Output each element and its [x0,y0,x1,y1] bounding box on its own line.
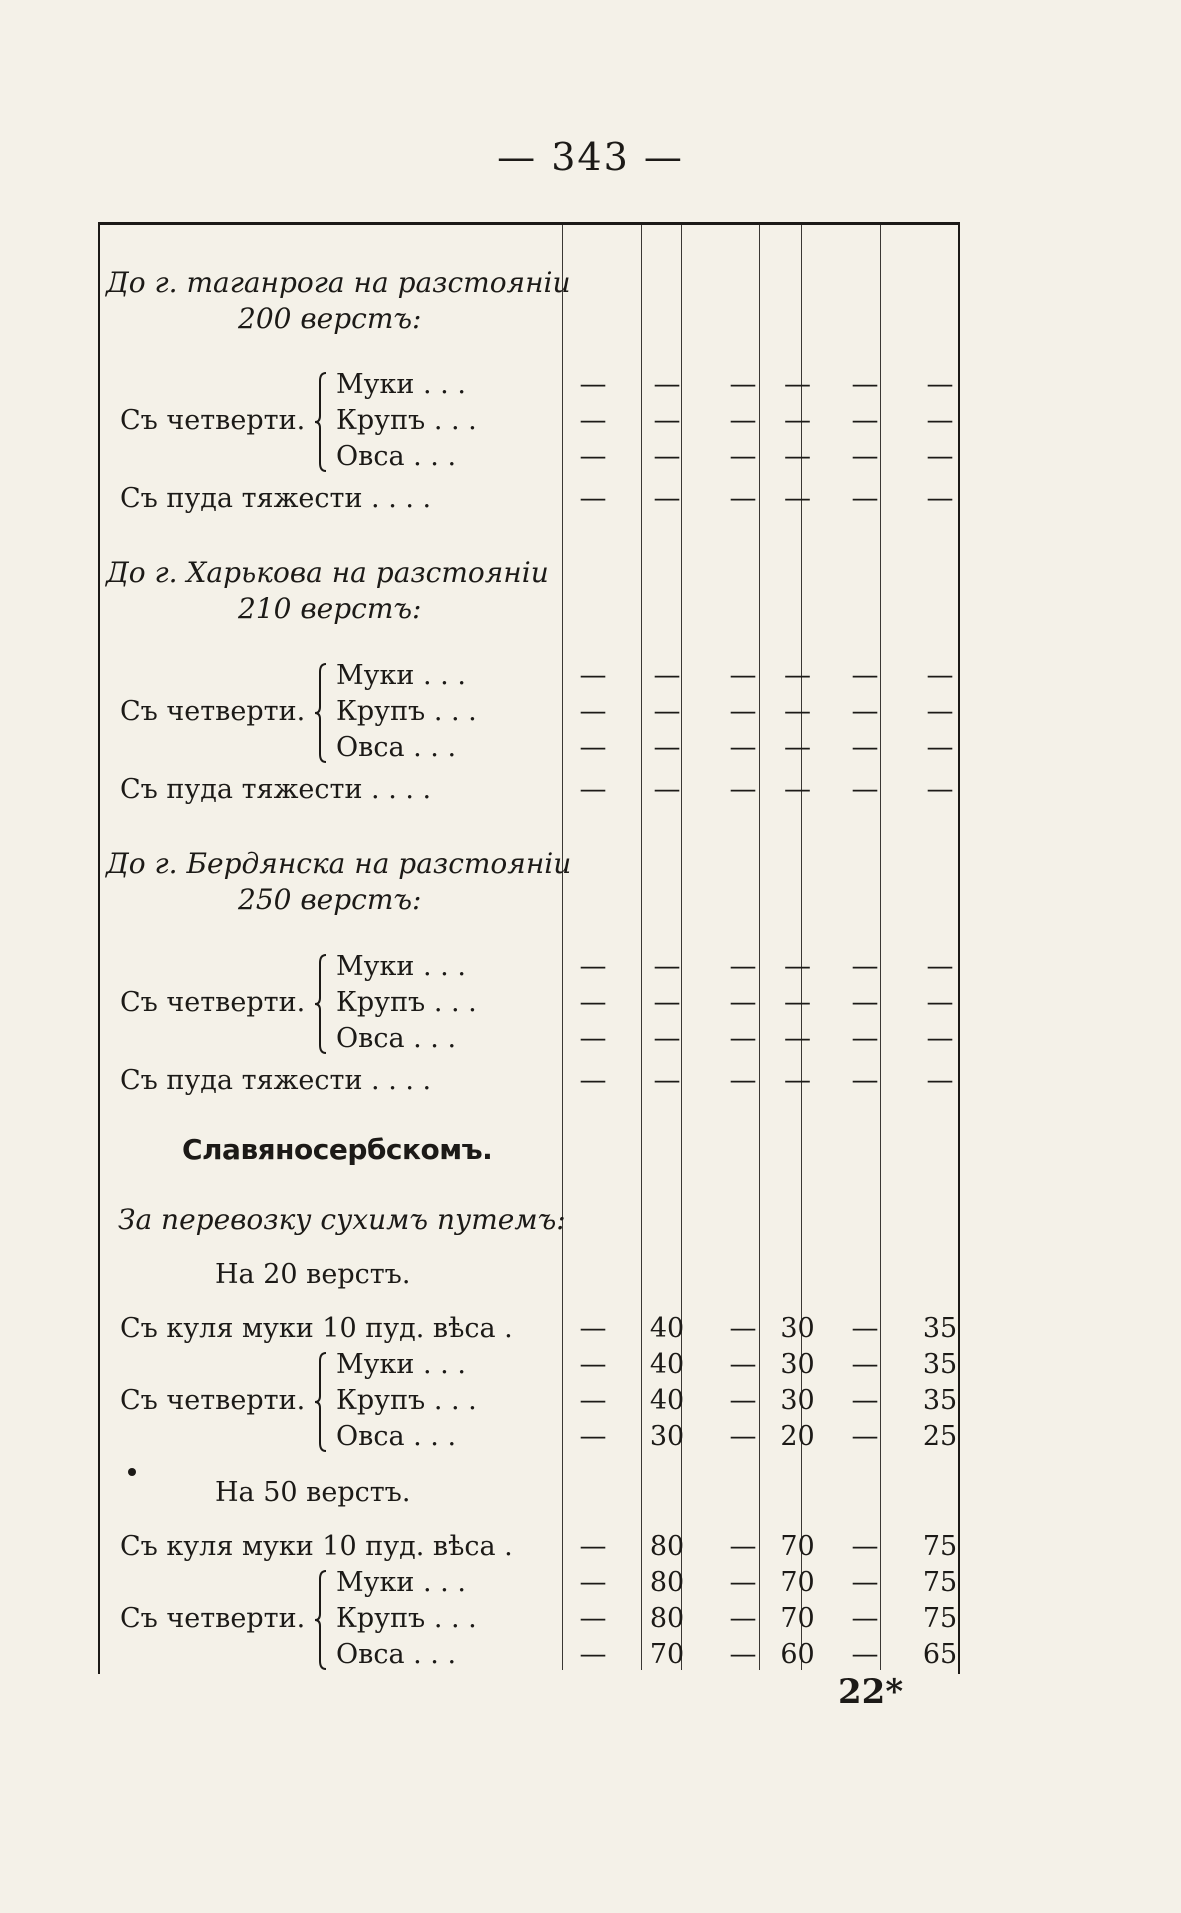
value-cell: — [729,660,757,691]
item-label: Овса . . . [336,1023,457,1054]
value-cell: — [579,660,607,691]
value-cell: 75 [922,1567,958,1598]
value-cell: — [784,660,811,691]
item-label: Крупъ . . . [336,987,477,1018]
table-row [100,1529,958,1565]
table-row [100,367,958,403]
value-cell: 20 [780,1421,815,1452]
value-cell: — [579,483,607,514]
value-cell: — [851,1567,879,1598]
value-cell: — [579,1531,607,1562]
value-cell: — [784,1065,811,1096]
value-cell: — [579,987,607,1018]
table-top-rule [98,222,960,225]
value-cell: — [784,483,811,514]
value-cell: — [729,732,757,763]
value-cell: — [851,1023,879,1054]
table-row [100,1347,958,1383]
value-cell: — [579,1567,607,1598]
value-cell: — [926,405,954,436]
value-cell: — [784,696,811,727]
value-cell: 40 [649,1385,685,1416]
table-row [100,1601,958,1637]
table-row [100,1419,958,1455]
value-cell: 80 [649,1603,685,1634]
table-row [100,949,958,985]
value-cell: — [729,987,757,1018]
value-cell: — [653,1023,681,1054]
value-cell: — [926,774,954,805]
value-cell: — [729,1567,757,1598]
value-cell: 30 [780,1349,815,1380]
value-cell: — [729,1065,757,1096]
value-cell: — [851,1421,879,1452]
value-cell: 35 [922,1385,958,1416]
value-cell: — [653,696,681,727]
value-cell: — [926,483,954,514]
value-cell: — [926,987,954,1018]
value-cell: — [653,987,681,1018]
value-cell: — [729,405,757,436]
value-cell: 65 [922,1639,958,1670]
table-row [100,694,958,730]
table-row [100,730,958,766]
item-label: Крупъ . . . [336,1385,477,1416]
table-row [100,481,958,517]
value-cell: 80 [649,1567,685,1598]
value-cell: — [851,951,879,982]
value-cell: — [653,441,681,472]
table-row [100,985,958,1021]
value-cell: — [653,369,681,400]
value-cell: — [851,732,879,763]
value-cell: — [851,696,879,727]
table-row [100,1383,958,1419]
value-cell: — [851,1349,879,1380]
value-cell: — [851,774,879,805]
value-cell: — [579,1349,607,1380]
value-cell: — [653,951,681,982]
value-cell: — [579,1023,607,1054]
value-cell: — [784,369,811,400]
distance-heading: На 20 верстъ. [215,1259,411,1290]
item-label: Овса . . . [336,1639,457,1670]
value-cell: 80 [649,1531,685,1562]
value-cell: — [851,369,879,400]
item-label: Муки . . . [336,951,466,982]
item-label: Муки . . . [336,1567,466,1598]
value-cell: — [579,1421,607,1452]
distance-heading: На 50 верстъ. [215,1477,411,1508]
value-cell: — [579,732,607,763]
value-cell: 25 [922,1421,958,1452]
value-cell: — [784,1023,811,1054]
section-heading: До г. Бердянска на разстояніи [106,847,572,880]
item-label: Крупъ . . . [336,1603,477,1634]
value-cell: — [653,483,681,514]
value-cell: 35 [922,1313,958,1344]
section-heading-distance: 210 верстъ: [238,592,422,625]
value-cell: — [851,441,879,472]
value-cell: — [653,1065,681,1096]
value-cell: — [784,732,811,763]
value-cell: — [653,405,681,436]
value-cell: 30 [780,1385,815,1416]
value-cell: — [653,732,681,763]
value-cell: — [851,405,879,436]
value-cell: 40 [649,1349,685,1380]
page-number: — 343 — [497,135,684,179]
table-row [100,403,958,439]
value-cell: 75 [922,1603,958,1634]
value-cell: — [926,696,954,727]
value-cell: — [729,951,757,982]
value-cell: — [851,660,879,691]
value-cell: 70 [780,1567,815,1598]
value-cell: — [851,987,879,1018]
item-label: Овса . . . [336,441,457,472]
group-label: Съ четверти. [120,1385,306,1416]
table-row [100,1311,958,1347]
table-row [100,1063,958,1099]
value-cell: 35 [922,1349,958,1380]
value-cell: 75 [922,1531,958,1562]
value-cell: — [729,483,757,514]
row-label: Съ пуда тяжести . . . . [120,483,432,514]
value-cell: — [926,441,954,472]
value-cell: 30 [649,1421,685,1452]
item-label: Крупъ . . . [336,696,477,727]
table-row [100,772,958,808]
value-cell: — [653,660,681,691]
value-cell: — [851,483,879,514]
item-label: Овса . . . [336,1421,457,1452]
section-heading: До г. таганрога на разстояніи [106,266,571,299]
value-cell: — [729,696,757,727]
value-cell: — [729,369,757,400]
row-label: Съ куля муки 10 пуд. вѣса . [120,1531,513,1562]
section-heading: До г. Харькова на разстояніи [106,556,549,589]
table-row [100,658,958,694]
value-cell: — [729,1603,757,1634]
group-label: Съ четверти. [120,987,306,1018]
value-cell: 70 [780,1531,815,1562]
value-cell: — [851,1313,879,1344]
value-cell: — [579,441,607,472]
value-cell: 70 [649,1639,685,1670]
row-label: Съ пуда тяжести . . . . [120,1065,432,1096]
value-cell: — [784,405,811,436]
value-cell: — [579,369,607,400]
value-cell: — [579,696,607,727]
table-row [100,1021,958,1057]
value-cell: — [729,441,757,472]
value-cell: — [579,774,607,805]
value-cell: — [851,1531,879,1562]
value-cell: — [729,1421,757,1452]
value-cell: — [926,951,954,982]
value-cell: 30 [780,1313,815,1344]
value-cell: — [851,1639,879,1670]
group-label: Съ четверти. [120,405,306,436]
section-heading-distance: 250 верстъ: [238,883,422,916]
value-cell: — [579,405,607,436]
value-cell: — [579,1639,607,1670]
value-cell: — [784,951,811,982]
value-cell: — [653,774,681,805]
value-cell: — [729,774,757,805]
value-cell: — [784,774,811,805]
group-label: Съ четверти. [120,1603,306,1634]
value-cell: — [784,987,811,1018]
value-cell: — [851,1385,879,1416]
item-label: Овса . . . [336,732,457,763]
value-cell: — [729,1385,757,1416]
table-row [100,439,958,475]
table-row [100,1637,958,1673]
value-cell: — [729,1313,757,1344]
row-label: Съ пуда тяжести . . . . [120,774,432,805]
value-cell: — [729,1349,757,1380]
signature-mark: 22* [838,1672,904,1712]
value-cell: 70 [780,1603,815,1634]
value-cell: — [579,1385,607,1416]
value-cell: 40 [649,1313,685,1344]
district-title: Славяносербскомъ. [182,1133,493,1166]
value-cell: — [784,441,811,472]
value-cell: 60 [780,1639,815,1670]
value-cell: — [579,1313,607,1344]
value-cell: — [926,732,954,763]
district-subtitle: За перевозку сухимъ путемъ: [118,1203,566,1236]
value-cell: — [926,660,954,691]
group-label: Съ четверти. [120,696,306,727]
item-label: Крупъ . . . [336,405,477,436]
value-cell: — [579,1603,607,1634]
value-cell: — [926,1023,954,1054]
stray-dot-mark [128,1468,136,1476]
table-row [100,1565,958,1601]
item-label: Муки . . . [336,1349,466,1380]
value-cell: — [729,1639,757,1670]
value-cell: — [729,1023,757,1054]
row-label: Съ куля муки 10 пуд. вѣса . [120,1313,513,1344]
item-label: Муки . . . [336,660,466,691]
value-cell: — [579,951,607,982]
value-cell: — [579,1065,607,1096]
section-heading-distance: 200 верстъ: [238,302,422,335]
value-cell: — [851,1065,879,1096]
item-label: Муки . . . [336,369,466,400]
value-cell: — [851,1603,879,1634]
value-cell: — [926,1065,954,1096]
value-cell: — [729,1531,757,1562]
value-cell: — [926,369,954,400]
